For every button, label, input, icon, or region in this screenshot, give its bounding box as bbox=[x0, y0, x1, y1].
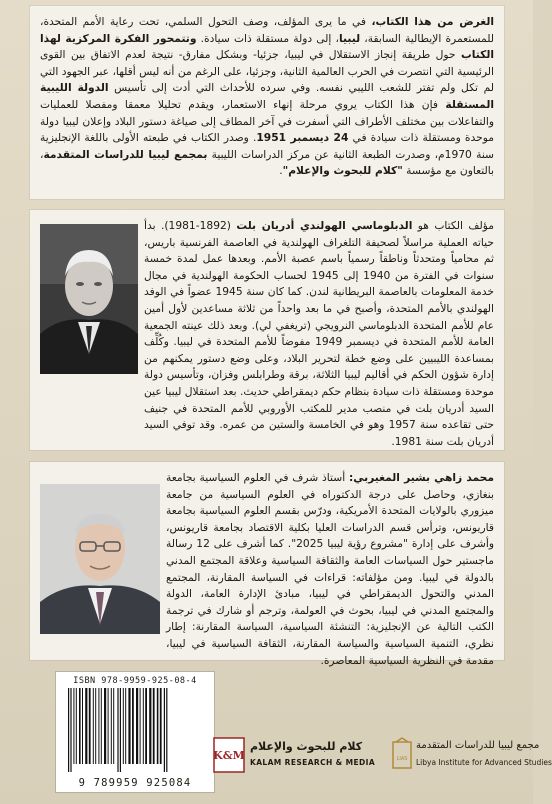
barcode-bar bbox=[166, 688, 167, 772]
isbn-barcode bbox=[56, 672, 214, 792]
kalam-name-ar: كلام للبحوث والإعلام bbox=[250, 740, 363, 753]
kalam-name-en: KALAM RESEARCH & MEDIA bbox=[250, 758, 376, 767]
kalam-publisher bbox=[213, 738, 376, 774]
barcode-bar bbox=[128, 688, 130, 764]
barcode-bar bbox=[143, 688, 144, 764]
author-bio-panel bbox=[30, 210, 504, 450]
author-name: الدبلوماسي الهولندي أدريان بلت bbox=[236, 219, 413, 232]
barcode-bar bbox=[68, 688, 69, 772]
author-photo bbox=[40, 224, 138, 374]
translator-bio-text: محمد زاهي بشير المغيربي: أستاذ شرف في العلوم السياسية بجامعة بنغازي، وحاصل على درجة الدكتوراه في العلوم السياسية من جامعة ميزوري بالولايات المتحدة الأمريكية، ودرّس بقسم العلوم السياسية بجامعة قاريونس، وترأس قسم الدراسات العليا بكلية الاقتصاد بجامعة قاريونس، وأشرف على إدارة "مشروع رؤية ليبيا 2025". كما أشرف على 12 رسالة ماجستير حول السياسات العامة والثقافة السياسية وعلاقة المجتمع المدني بالدولة في ليبيا. ومن مؤلفاته: قراءات في السياسة المقارنة، المجتمع المدني والتحول الديمقراطي في ليبيا، مبادئ الإدارة العامة، الدولة والمجتمع المدني في ليبيا، بحوث في العولمة، وترجم أو شارك في ترجمة الكتب التالية عن الإنجليزية: التنشئة السياسية، السياسة المقارنة: إطار نظري، التنمية السياسية والسياسة المقارنة، الثقافة السياسية في ليبيا، مقدمة في النظرية السياسية المعاصرة. bbox=[166, 471, 494, 667]
barcode-bar bbox=[117, 688, 118, 772]
barcode-bar bbox=[70, 688, 71, 772]
barcode-bar bbox=[140, 688, 141, 764]
barcode-bar bbox=[145, 688, 147, 764]
barcode-bar bbox=[123, 688, 124, 764]
barcode-bar bbox=[108, 688, 109, 764]
lias-name-ar: مجمع ليبيا للدراسات المتقدمة bbox=[416, 740, 540, 751]
barcode-bar bbox=[120, 688, 121, 772]
barcode-bars bbox=[66, 688, 204, 772]
kalam-logo-icon bbox=[214, 738, 244, 772]
lias-name-en: Libya Institute for Advanced Studies bbox=[416, 758, 552, 767]
barcode-bar bbox=[164, 688, 165, 772]
barcode-bar bbox=[132, 688, 134, 764]
barcode-bar bbox=[160, 688, 162, 764]
barcode-bar bbox=[113, 688, 114, 764]
barcode-bar bbox=[89, 688, 91, 764]
book-summary-panel bbox=[30, 6, 504, 199]
isbn-label: ISBN 978-9959-925-08-4 bbox=[73, 676, 197, 686]
barcode-bar bbox=[82, 688, 83, 764]
svg-text:K&M: K&M bbox=[213, 749, 245, 762]
barcode-number: 9 789959 925084 bbox=[78, 777, 192, 789]
barcode-bar bbox=[153, 688, 155, 764]
book-summary-text: الغرض من هذا الكتاب، في ما يرى المؤلف، وصف التحول السلمي، تحت رعاية الأمم المتحدة، للمستعمرة الإيطالية السابقة، ليبيا، إلى دولة مستقلة ذات سيادة. وتتمحور الفكرة المركزية لهذا الكتاب حول طريقة إنجاز الاستقلال في ليبيا، جزئيا- وبشكل مفارق- نتيجة لعدم الاتفاق بين القوى الرئيسية التي انتصرت في الحرب العالمية الثانية، وجزئيا، على الرغم من أنه ليس أقلها، عبر الجهود التي لم تكل ولم تفتر للشعب الليبي نفسه. وفي سرده للأحداث التي أدت إلى تأسيس الدولة الليبية المستقلة فإن هذا الكتاب يروي مرحلة إنهاء الاستعمار، ويقدم تحليلا معمقا ومفصلا للعمليات والتفاعلات بين مختلف الأطراف التي أسفرت في آخر المطاف إلى صياغة دستور البلاد وإعلان ليبيا دولة موحدة ومستقلة ذات سيادة في 24 ديسمبر 1951. وصدر الكتاب في طبعته الأولى باللغة الإنجليزية سنة 1970م، وصدرت الطبعة الثانية عن مركز الدراسات الليبية بمجمع ليبيا للدراسات المتقدمة، بالتعاون مع مؤسسة "كلام للبحوث والإعلام". bbox=[40, 15, 495, 178]
barcode-bar bbox=[149, 688, 151, 764]
translator-bio-panel bbox=[30, 462, 504, 667]
barcode-bar bbox=[157, 688, 159, 764]
summary-lead: الغرض من هذا الكتاب، bbox=[371, 15, 494, 28]
barcode-bar bbox=[85, 688, 87, 764]
barcode-bar bbox=[104, 688, 106, 764]
barcode-bar bbox=[79, 688, 81, 764]
barcode-bar bbox=[101, 688, 102, 764]
barcode-bar bbox=[98, 688, 99, 764]
lias-publisher bbox=[392, 738, 552, 774]
lias-logo-icon bbox=[392, 738, 412, 772]
translator-photo bbox=[40, 484, 160, 634]
barcode-bar bbox=[125, 688, 126, 764]
barcode-bar bbox=[93, 688, 94, 764]
svg-text:LIAS: LIAS bbox=[396, 756, 408, 762]
translator-name: محمد زاهي بشير المغيربي: bbox=[348, 471, 494, 484]
barcode-bar bbox=[76, 688, 77, 764]
barcode-bar bbox=[95, 688, 96, 764]
barcode-bar bbox=[136, 688, 138, 764]
author-bio-text: مؤلف الكتاب هو الدبلوماسي الهولندي أدريان بلت (1892-1981). بدأ حياته العملية مراسلاً لصحيفة التلغراف الهولندية في العاصمة الفرنسية باريس، ثم محامياً ومتحدثاً وناطقاً رسمياً باسم عصبة الأمم. وبعدها عمل لمدة خمسة سنوات في الفترة من 1940 إلى 1945 لحساب الحكومة الهولندية في مجال خدمة المعلومات بالعاصمة البريطانية لندن. كما كان سنة 1945 عضواً في الوفد الهولندي بالأمم المتحدة، وأصبح في ما بعد واحداً من ثلاثة مساعدين لأول أمين عام للأمم المتحدة الدبلوماسي النرويجي (تريغفي لي). وبعد ذلك عينته الجمعية العامة للأمم المتحدة في ديسمبر 1949 مفوضاً للأمم المتحدة في ليبيا. وكُلِّف بمساعدة الليبيين على وضع خطة لتحرير البلاد، وعلى وضع دستور يمكنهم من إدارة شؤون الحكم في أقاليم ليبيا الثلاثة، برقة وطرابلس وفزان، وتأسيس دولة موحدة ومستقلة ذات سيادة بنظام حكم ديمقراطي حديث. بعد استقلال ليبيا عين السيد أدريان بلت في منصب مدير للمكتب الأوروبي للأمم المتحدة في جنيف حتى تقاعده سنة 1957 وهو في الخامسة والستين من عمره. وقد توفي السيد أدريان بلت سنة 1981. bbox=[144, 219, 494, 448]
barcode-bar bbox=[111, 688, 112, 764]
barcode-bar bbox=[73, 688, 74, 764]
